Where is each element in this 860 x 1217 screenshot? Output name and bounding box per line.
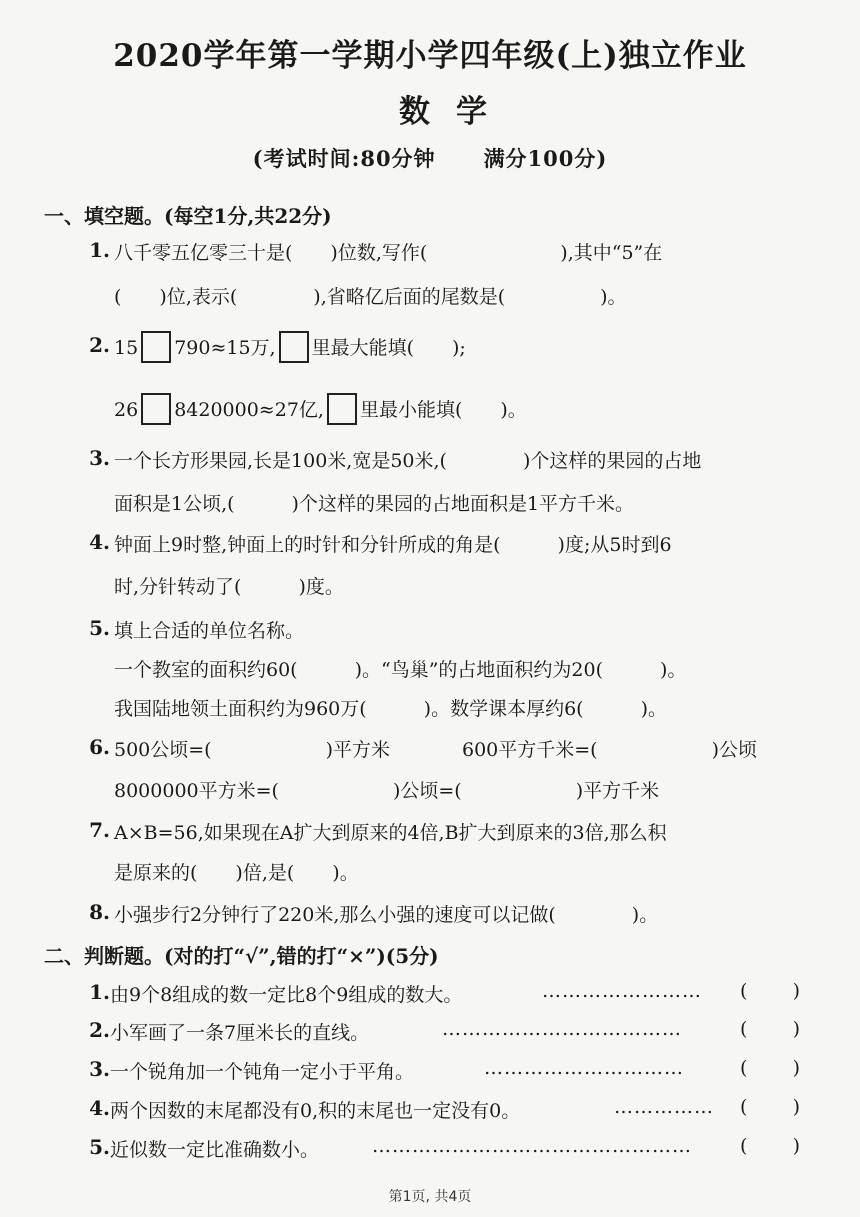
judge-number: 1. bbox=[89, 980, 110, 1004]
q4-line2: 时,分针转动了( )度。 bbox=[114, 576, 344, 598]
leader-dots: ………………………… bbox=[484, 1057, 684, 1079]
q6-number: 6. bbox=[89, 735, 110, 759]
page-footer: 第1页, 共4页 bbox=[388, 1189, 472, 1205]
q5-number: 5. bbox=[89, 616, 110, 640]
paren-right: ) bbox=[792, 1096, 800, 1118]
leader-dots: …………… bbox=[614, 1096, 714, 1118]
paren-right: ) bbox=[792, 1018, 800, 1040]
q4-number: 4. bbox=[89, 530, 110, 554]
section2-heading: 二、判断题。(对的打“√”,错的打“×”)(5分) bbox=[44, 944, 439, 968]
q6-line2: 8000000平方米=( )公顷=( )平方千米 bbox=[114, 780, 660, 802]
judge-text: 两个因数的末尾都没有0,积的末尾也一定没有0。 bbox=[110, 1100, 521, 1122]
q5-line3: 我国陆地领土面积约为960万( )。数学课本厚约6( )。 bbox=[114, 698, 668, 720]
q2a-blank-box[interactable] bbox=[141, 331, 171, 363]
q5-line2: 一个教室的面积约60( )。“鸟巢”的占地面积约为20( )。 bbox=[114, 659, 687, 681]
exam-score: 满分100分) bbox=[483, 146, 608, 171]
q1-line1: 八千零五亿零三十是( )位数,写作( ),其中“5”在 bbox=[114, 242, 663, 264]
judge-text: 一个锐角加一个钝角一定小于平角。 bbox=[110, 1061, 415, 1083]
q2-line-b bbox=[114, 395, 527, 427]
judge-number: 4. bbox=[89, 1096, 110, 1120]
judge-number: 5. bbox=[89, 1135, 110, 1159]
q6-line1a: 500公顷=( )平方米 bbox=[114, 739, 391, 761]
q2a-box-ref bbox=[279, 331, 309, 363]
paren-right: ) bbox=[792, 1135, 800, 1157]
judge-item bbox=[80, 1135, 810, 1165]
q2-number: 2. bbox=[89, 333, 110, 357]
q2b-box-ref bbox=[327, 393, 357, 425]
judge-text: 小军画了一条7厘米长的直线。 bbox=[110, 1022, 370, 1044]
judge-item bbox=[80, 1057, 810, 1087]
judge-item bbox=[80, 1096, 810, 1126]
judge-text: 由9个8组成的数一定比8个9组成的数大。 bbox=[110, 984, 463, 1006]
q6-line1b: 600平方千米=( )公顷 bbox=[462, 739, 758, 761]
q8-number: 8. bbox=[89, 900, 110, 924]
q2b-middle: 8420000≈27亿, bbox=[174, 399, 324, 421]
q2b-prefix: 26 bbox=[114, 399, 139, 421]
q8-line1: 小强步行2分钟行了220米,那么小强的速度可以记做( )。 bbox=[114, 904, 659, 926]
leader-dots: ………………………………………… bbox=[372, 1135, 692, 1157]
judge-text: 近似数一定比准确数小。 bbox=[110, 1139, 320, 1161]
judge-item bbox=[80, 1018, 810, 1048]
judge-number: 2. bbox=[89, 1018, 110, 1042]
q3-line1: 一个长方形果园,长是100米,宽是50米,( )个这样的果园的占地 bbox=[114, 450, 702, 472]
leader-dots: …………………… bbox=[542, 980, 702, 1002]
q1-number: 1. bbox=[89, 238, 110, 262]
q2b-suffix: 里最小能填( )。 bbox=[359, 399, 527, 421]
q1-line2: ( )位,表示( ),省略亿后面的尾数是( )。 bbox=[114, 286, 627, 308]
paren-right: ) bbox=[792, 980, 800, 1002]
paren-right: ) bbox=[792, 1057, 800, 1079]
exam-info bbox=[0, 143, 860, 173]
subject-title: 数学 bbox=[399, 94, 513, 130]
q3-number: 3. bbox=[89, 446, 110, 470]
judge-number: 3. bbox=[89, 1057, 110, 1081]
q7-line1: A×B=56,如果现在A扩大到原来的4倍,B扩大到原来的3倍,那么积 bbox=[114, 822, 667, 844]
q7-line2: 是原来的( )倍,是( )。 bbox=[114, 862, 359, 884]
q2b-blank-box[interactable] bbox=[141, 393, 171, 425]
leader-dots: ……………………………… bbox=[442, 1018, 682, 1040]
q2-line-a bbox=[114, 333, 466, 365]
paren-left: ( bbox=[740, 980, 748, 1002]
paren-left: ( bbox=[740, 1096, 748, 1118]
exam-title: 2020学年第一学期小学四年级(上)独立作业 bbox=[113, 38, 747, 74]
q2a-suffix: 里最大能填( ); bbox=[311, 337, 466, 359]
judge-item bbox=[80, 980, 810, 1010]
q2a-prefix: 15 bbox=[114, 337, 139, 359]
paren-left: ( bbox=[740, 1057, 748, 1079]
q5-line1: 填上合适的单位名称。 bbox=[114, 620, 305, 642]
paren-left: ( bbox=[740, 1018, 748, 1040]
q3-line2: 面积是1公顷,( )个这样的果园的占地面积是1平方千米。 bbox=[114, 493, 635, 515]
paren-left: ( bbox=[740, 1135, 748, 1157]
section1-heading: 一、填空题。(每空1分,共22分) bbox=[44, 204, 332, 228]
q7-number: 7. bbox=[89, 818, 110, 842]
q4-line1: 钟面上9时整,钟面上的时针和分针所成的角是( )度;从5时到6 bbox=[114, 534, 672, 556]
exam-time: (考试时间:80分钟 bbox=[252, 146, 436, 171]
q2a-middle: 790≈15万, bbox=[174, 337, 276, 359]
